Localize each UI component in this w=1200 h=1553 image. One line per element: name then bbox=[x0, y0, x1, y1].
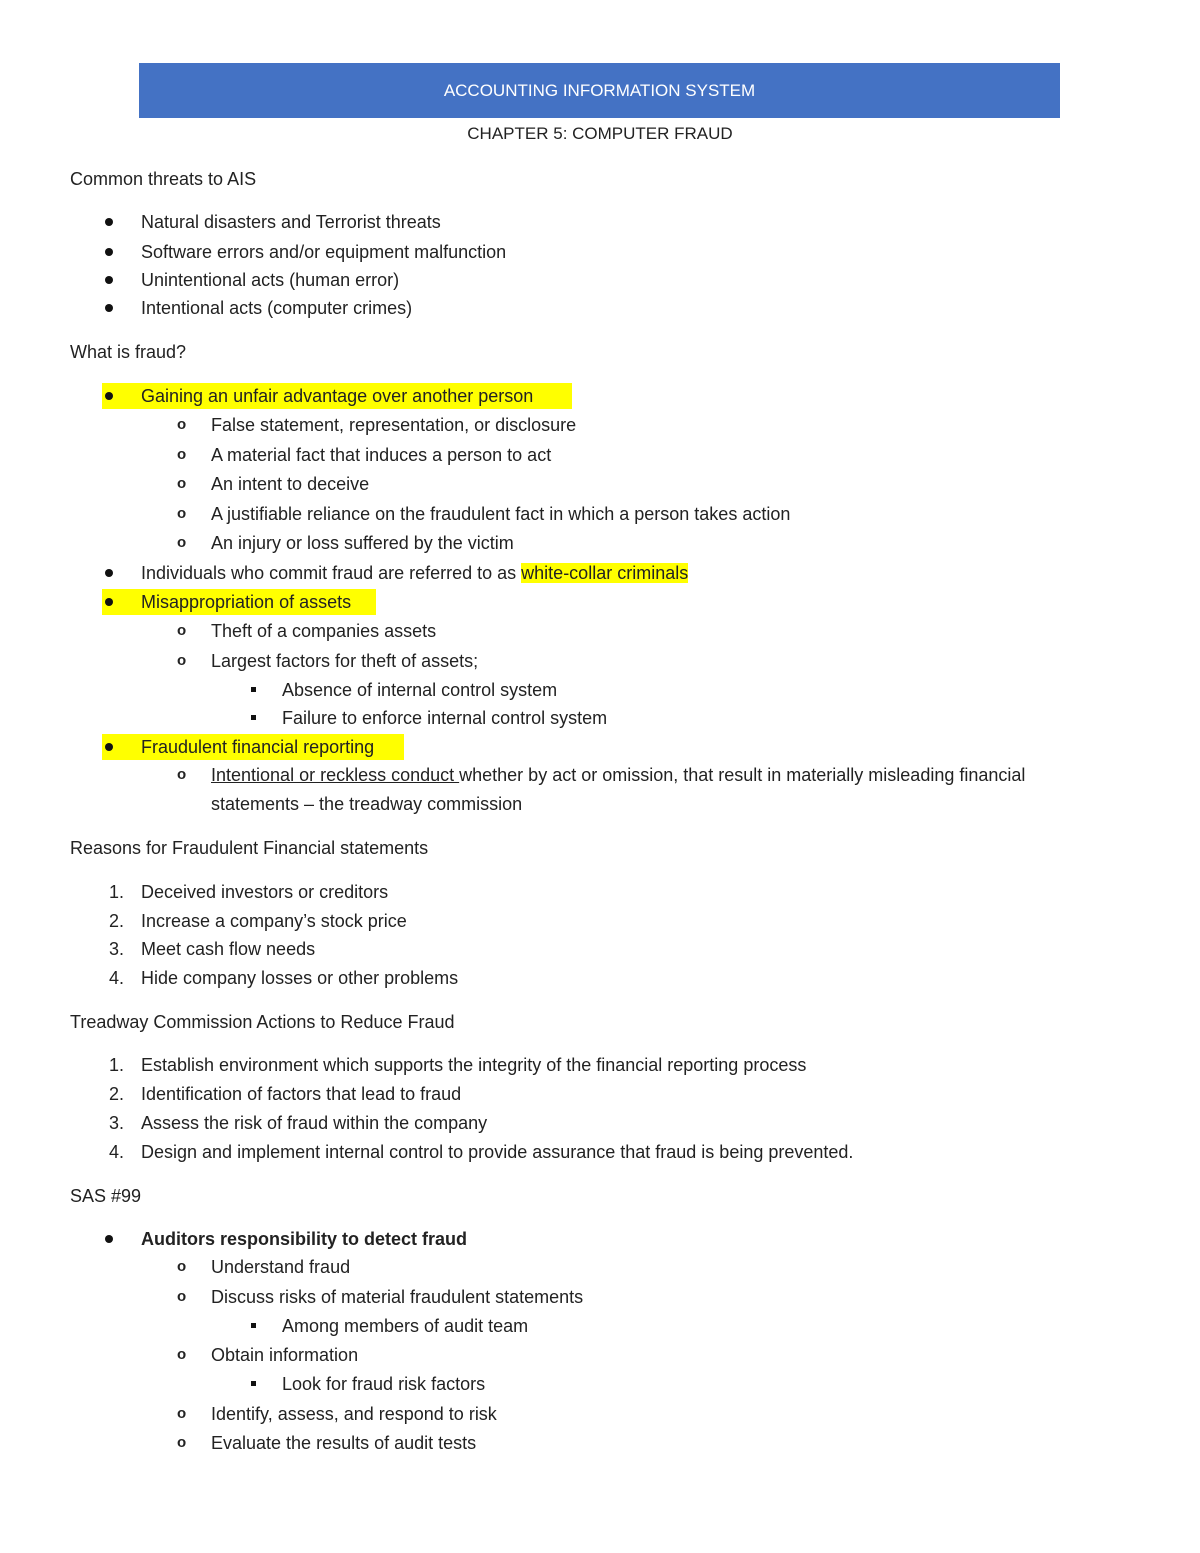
list-item: Software errors and/or equipment malfunction bbox=[141, 242, 507, 262]
list-item-highlighted: Gaining an unfair advantage over another person bbox=[141, 386, 534, 406]
list-item: Intentional acts (computer crimes) bbox=[141, 298, 413, 318]
section-heading-treadway: Treadway Commission Actions to Reduce Fraud bbox=[70, 1012, 455, 1032]
sub-list-item: A material fact that induces a person to act bbox=[211, 445, 552, 465]
sub-list-item: Theft of a companies assets bbox=[211, 621, 437, 641]
square-bullet-icon bbox=[251, 1323, 256, 1328]
list-item-bold: Auditors responsibility to detect fraud bbox=[141, 1229, 468, 1249]
sub-bullet-icon: o bbox=[177, 416, 187, 433]
sub-bullet-icon: o bbox=[177, 1346, 187, 1363]
numbered-item: Identification of factors that lead to fraud bbox=[141, 1084, 462, 1104]
sub-sub-list-item: Look for fraud risk factors bbox=[282, 1374, 486, 1394]
bullet-icon bbox=[105, 218, 113, 226]
sub-bullet-icon: o bbox=[177, 1405, 187, 1422]
list-number: 2. bbox=[108, 1084, 124, 1104]
chapter-title: CHAPTER 5: COMPUTER FRAUD bbox=[467, 124, 733, 143]
bullet-icon bbox=[105, 392, 113, 400]
list-item-text: Individuals who commit fraud are referred to as bbox=[141, 563, 522, 583]
sub-list-item: An intent to deceive bbox=[211, 474, 370, 494]
document-title: ACCOUNTING INFORMATION SYSTEM bbox=[443, 80, 756, 100]
list-number: 3. bbox=[108, 1113, 124, 1133]
sub-bullet-icon: o bbox=[177, 1258, 187, 1275]
sub-bullet-icon: o bbox=[177, 475, 187, 492]
sub-list-item bbox=[211, 763, 1025, 787]
list-item: Unintentional acts (human error) bbox=[141, 270, 400, 290]
list-number: 4. bbox=[108, 968, 124, 988]
sub-list-item: Evaluate the results of audit tests bbox=[211, 1433, 477, 1453]
numbered-item: Deceived investors or creditors bbox=[141, 882, 389, 902]
sub-list-item-text: whether by act or omission, that result in materially misleading financial bbox=[459, 765, 1026, 785]
bullet-icon bbox=[105, 248, 113, 256]
sub-bullet-icon: o bbox=[177, 622, 187, 639]
list-number: 2. bbox=[108, 911, 124, 931]
sub-bullet-icon: o bbox=[177, 766, 187, 783]
bullet-icon bbox=[105, 569, 113, 577]
highlighted-term: white-collar criminals bbox=[521, 563, 689, 583]
sub-bullet-icon: o bbox=[177, 652, 187, 669]
bullet-icon bbox=[105, 598, 113, 606]
square-bullet-icon bbox=[251, 715, 256, 720]
sub-list-item: Obtain information bbox=[211, 1345, 359, 1365]
sub-bullet-icon: o bbox=[177, 505, 187, 522]
sub-list-item: False statement, representation, or disclosure bbox=[211, 415, 577, 435]
sub-list-item: Identify, assess, and respond to risk bbox=[211, 1404, 497, 1424]
list-item bbox=[141, 561, 688, 585]
sub-list-item-continuation: statements – the treadway commission bbox=[211, 794, 523, 814]
document-title-banner bbox=[139, 63, 1060, 118]
sub-bullet-icon: o bbox=[177, 1288, 187, 1305]
sub-list-item: Largest factors for theft of assets; bbox=[211, 651, 479, 671]
numbered-item: Meet cash flow needs bbox=[141, 939, 316, 959]
sub-list-item: Understand fraud bbox=[211, 1257, 351, 1277]
sub-list-item: Discuss risks of material fraudulent statements bbox=[211, 1287, 584, 1307]
sub-bullet-icon: o bbox=[177, 1434, 187, 1451]
bullet-icon bbox=[105, 276, 113, 284]
sub-list-item: A justifiable reliance on the fraudulent fact in which a person takes action bbox=[211, 504, 791, 524]
section-heading-threats: Common threats to AIS bbox=[70, 169, 257, 189]
sub-sub-list-item: Among members of audit team bbox=[282, 1316, 529, 1336]
list-item-highlighted: Fraudulent financial reporting bbox=[141, 737, 375, 757]
list-number: 1. bbox=[108, 1055, 124, 1075]
numbered-item: Design and implement internal control to provide assurance that fraud is being prevented. bbox=[141, 1142, 854, 1162]
list-item: Natural disasters and Terrorist threats bbox=[141, 212, 441, 232]
list-number: 1. bbox=[108, 882, 124, 902]
list-number: 4. bbox=[108, 1142, 124, 1162]
section-heading-fraud: What is fraud? bbox=[70, 342, 187, 362]
square-bullet-icon bbox=[251, 1381, 256, 1386]
numbered-item: Increase a company’s stock price bbox=[141, 911, 407, 931]
list-item-highlighted: Misappropriation of assets bbox=[141, 592, 352, 612]
section-heading-sas: SAS #99 bbox=[70, 1186, 142, 1206]
bullet-icon bbox=[105, 1235, 113, 1243]
sub-bullet-icon: o bbox=[177, 534, 187, 551]
sub-sub-list-item: Failure to enforce internal control system bbox=[282, 708, 608, 728]
sub-list-item: An injury or loss suffered by the victim bbox=[211, 533, 514, 553]
sub-bullet-icon: o bbox=[177, 446, 187, 463]
numbered-item: Assess the risk of fraud within the company bbox=[141, 1113, 488, 1133]
numbered-item: Hide company losses or other problems bbox=[141, 968, 459, 988]
underlined-phrase: Intentional or reckless conduct bbox=[211, 765, 460, 785]
bullet-icon bbox=[105, 304, 113, 312]
numbered-item: Establish environment which supports the integrity of the financial reporting process bbox=[141, 1055, 807, 1075]
bullet-icon bbox=[105, 743, 113, 751]
square-bullet-icon bbox=[251, 687, 256, 692]
sub-sub-list-item: Absence of internal control system bbox=[282, 680, 558, 700]
section-heading-reasons: Reasons for Fraudulent Financial statements bbox=[70, 838, 429, 858]
list-number: 3. bbox=[108, 939, 124, 959]
